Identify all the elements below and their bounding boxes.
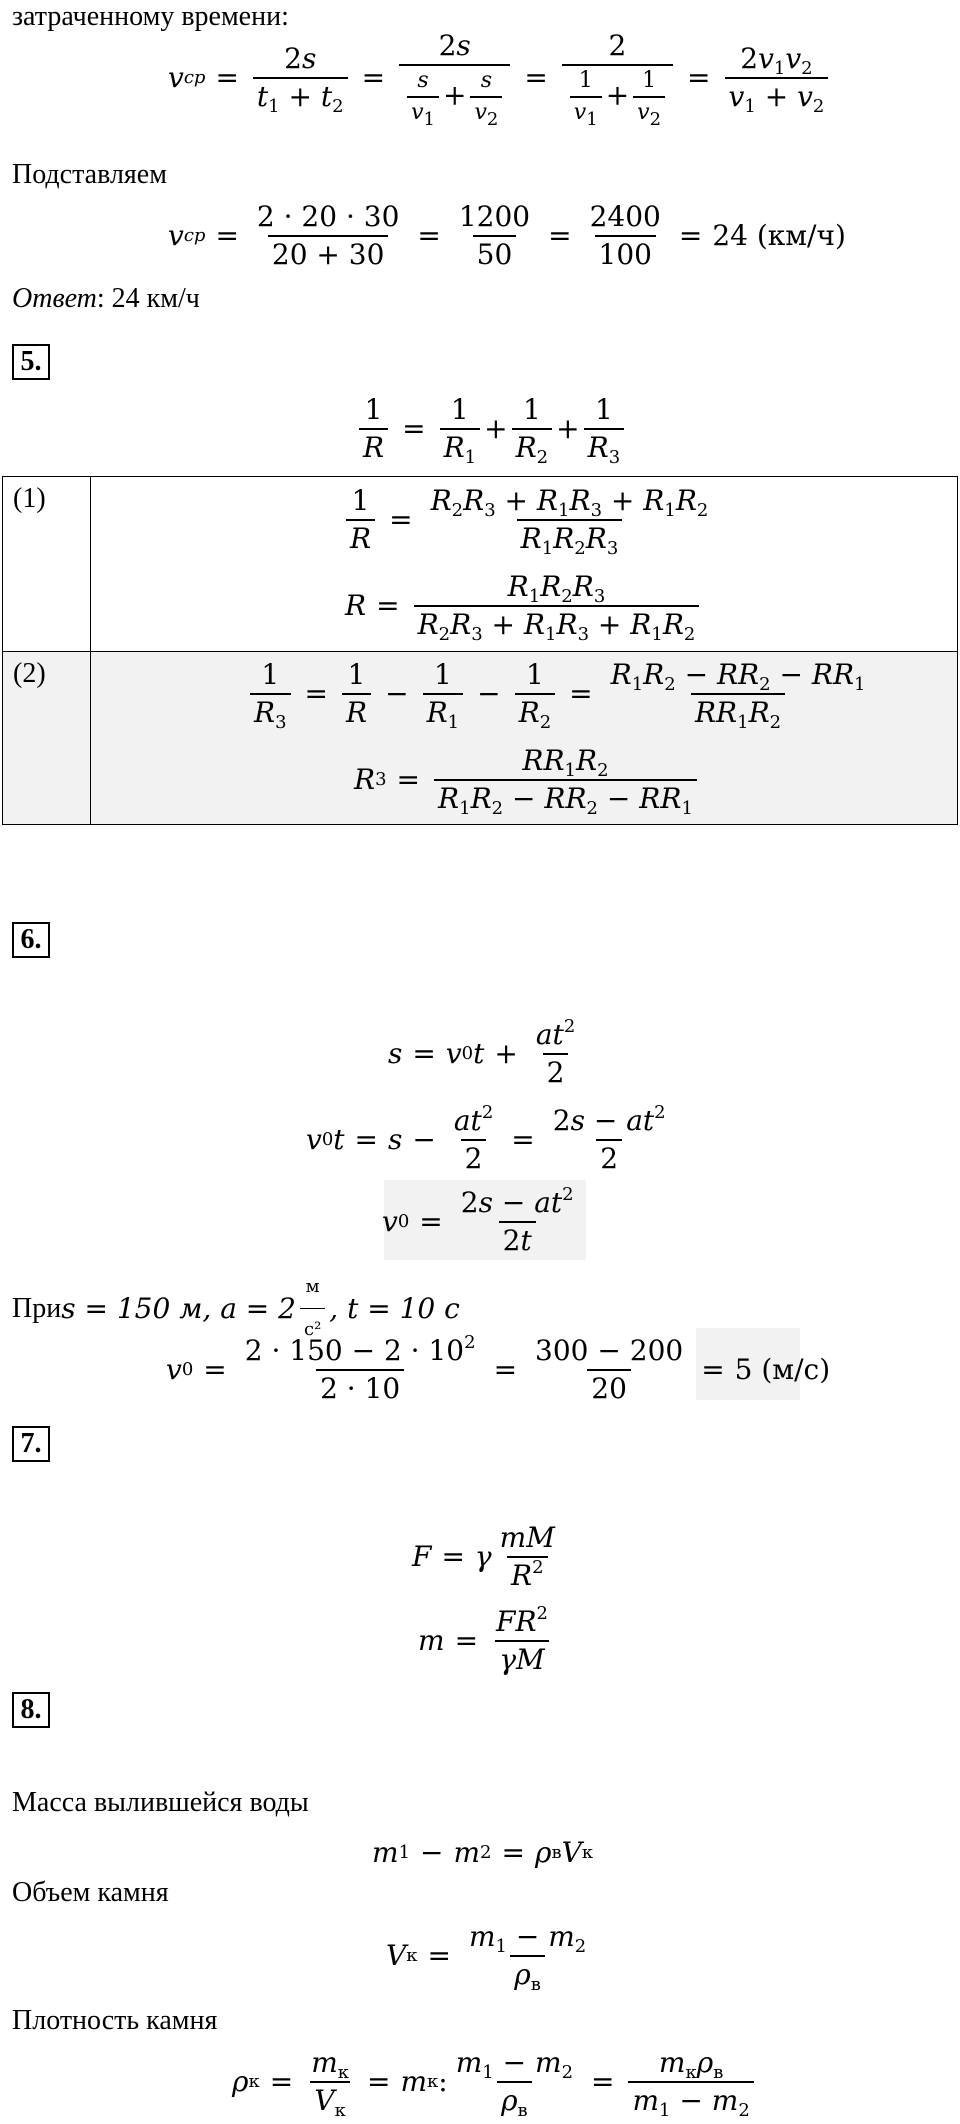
given-tail: , t = 10 с [329, 1291, 460, 1325]
given-unit-num: м [305, 1276, 320, 1297]
equation-v0: v 0 = $\frac{2s - at^2}{2t}$ [382, 1184, 574, 1257]
intro-text: затраченному времени: [12, 1, 289, 32]
substitute-label: Подставляем [12, 159, 167, 190]
equation-v0-numeric: v 0 = $\frac{2 \cdot 150 - 2 \cdot 10^2}{2 \cdot 10}$ = $\frac{300 - 200}{20}$ = 5 (м/с) [166, 1332, 831, 1405]
equation-gravity: F = γ $\frac{mM}{R^2}$ [412, 1521, 555, 1592]
task-number-7: 7. [12, 1426, 50, 1462]
answer-line [12, 282, 200, 316]
answer-text: : 24 км/ч [96, 283, 200, 314]
equation-displacement: s = v 0 t + $\frac{at^2}{2}$ [388, 1016, 576, 1089]
table-row-1-label: (1) [3, 477, 91, 651]
answer-label: Ответ [12, 283, 97, 314]
text-stone-volume: Объем камня [12, 1877, 169, 1908]
equation-average-speed-numeric: v cp = $\frac{2 \cdot 20 \cdot 30}{20 + 30}$ = $\frac{1200}{50}$ = $\frac{2400}{100}$ = 24 (км/ч) [168, 200, 846, 271]
equation-stone-density: ρ к = $\frac{m_к}{V_к}$ = m к : $\frac{m_1 - m_2}{\rho_в}$ = $\frac{m_к\rho_в}{m_1 - m_2}$ [232, 2040, 758, 2124]
given-unit-den: с² [300, 1308, 325, 1347]
equation-water-mass: m 1 − m 2 = ρ в V к [372, 1836, 594, 1869]
equation-mass: m = $\frac{FR^2}{\gamma M}$ [418, 1603, 548, 1676]
equation-v0t: v 0 t = s − $\frac{at^2}{2}$ = $\frac{2s - at^2}{2}$ [306, 1102, 666, 1175]
equation-row1-a: $\frac{1}{R}$ = $\frac{R_2R_3 + R_1R_3 + R_1R_2}{R_1R_2R_3}$ [342, 478, 716, 562]
task-number-6: 6. [12, 922, 50, 958]
equation-row2-b: R 3 = $\frac{RR_1R_2}{R_1R_2 - RR_2 - RR_1}$ [354, 738, 701, 822]
given-values: s = 150 м, a = 2 [61, 1291, 296, 1325]
equation-stone-volume: V к = $\frac{m_1 - m_2}{\rho_в}$ [386, 1920, 587, 1995]
given-prefix: При [12, 1292, 62, 1324]
result-average-speed: 24 (км/ч) [712, 219, 846, 252]
equation-row2-a: $\frac{1}{R_3}$ = $\frac{1}{R}$ − $\frac{1}{R_1}$ − $\frac{1}{R_2}$ = $\frac{R_1R_2 - RR_2 - RR_1}{RR_1R_2}$ [246, 652, 873, 736]
result-v0: 5 (м/с) [734, 1353, 831, 1386]
equation-row1-b: R = $\frac{R_1R_2R_3}{R_2R_3 + R_1R_3 + R_1R_2}$ [345, 564, 703, 648]
equation-average-speed: v cp = $\frac{2s}{t_1 + t_2}$ = 2s $\frac{s}{v_1}$ + $\frac{s}{v_2}$ = 2 $\frac{1}{v_1}$ + $\frac{1}{v_2}$ = $\frac{2v_1v_2}{v_1 + v_2}$ [168, 38, 832, 118]
task-number-8: 8. [12, 1692, 50, 1728]
equation-parallel-resistance: $\frac{1}{R}$ = $\frac{1}{R_1}$ + $\frac{1}{R_2}$ + $\frac{1}{R_3}$ [355, 388, 628, 470]
task-number-5: 5. [12, 344, 50, 380]
text-stone-density: Плотность камня [12, 2005, 218, 2036]
table-row-2-label: (2) [3, 652, 91, 824]
text-water-mass: Масса вылившейся воды [12, 1787, 309, 1818]
